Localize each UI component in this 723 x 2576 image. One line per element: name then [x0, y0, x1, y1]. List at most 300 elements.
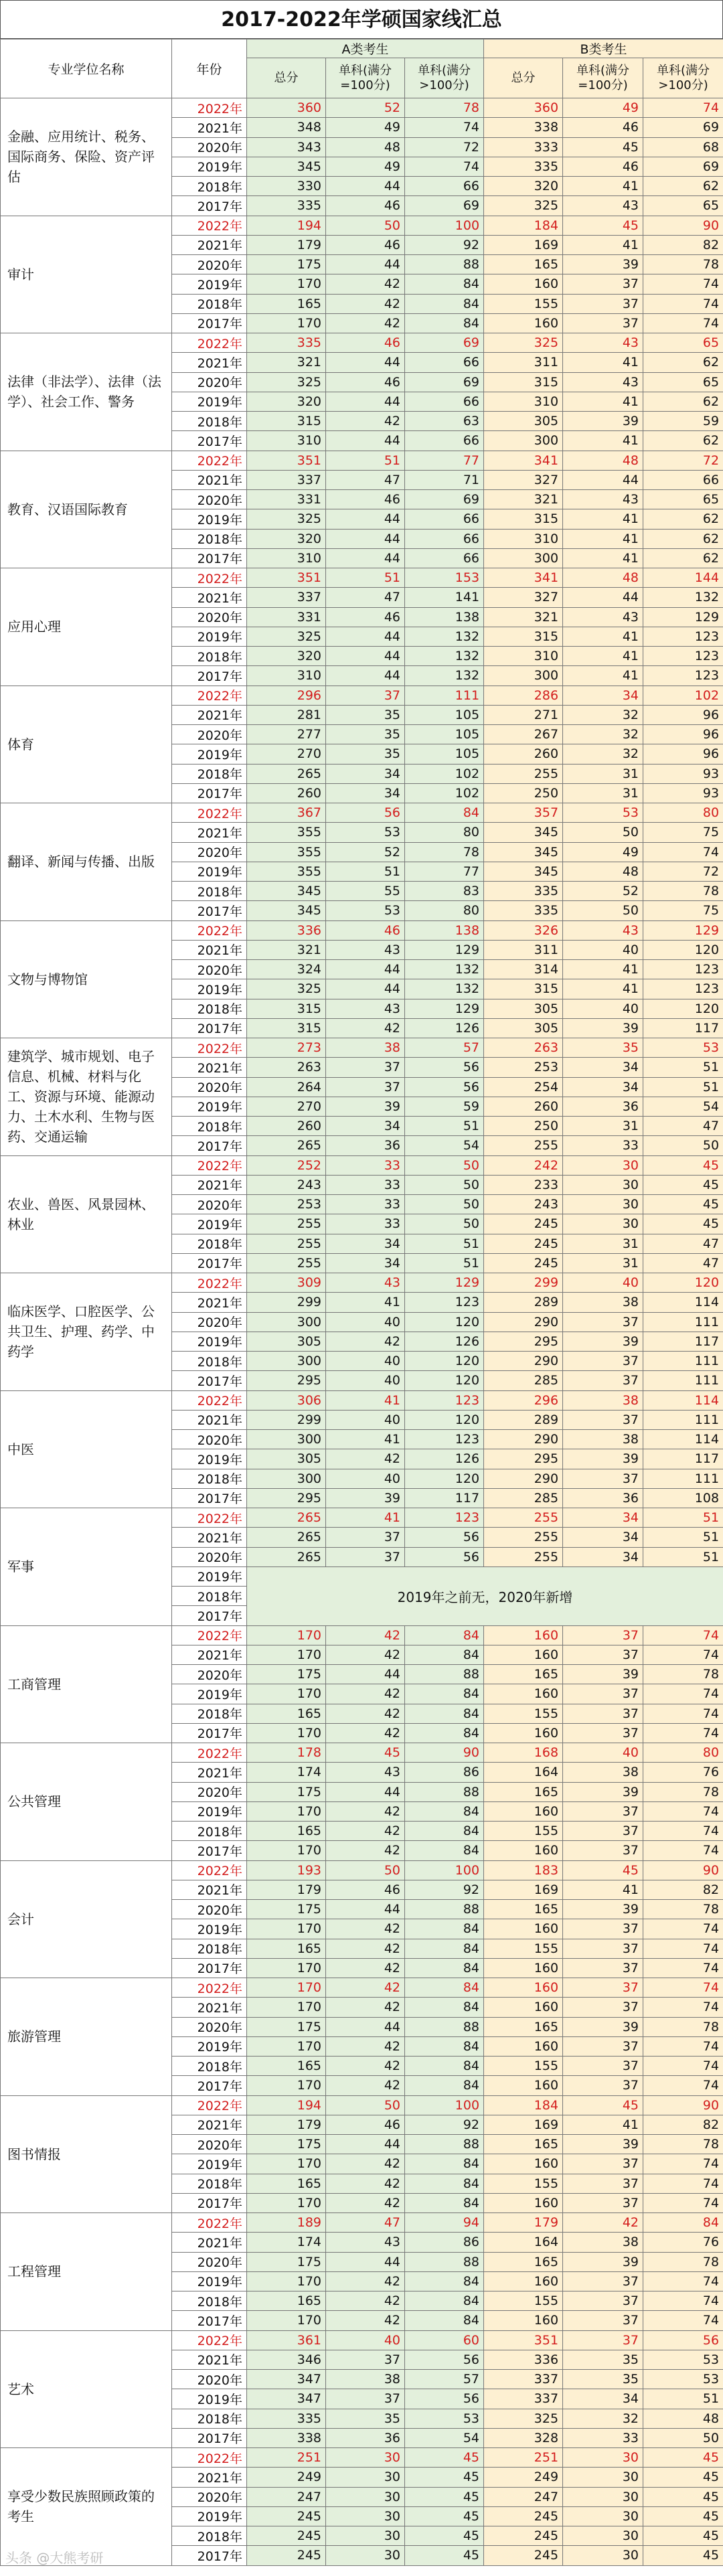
year-cell: 2022年 — [172, 2330, 247, 2350]
a-single100-cell: 43 — [326, 1763, 405, 1782]
a-single-over100-cell: 84 — [405, 1684, 484, 1704]
major-name: 会计 — [1, 1860, 172, 1978]
a-single-over100-cell: 56 — [405, 1528, 484, 1547]
b-single100-cell: 40 — [563, 999, 643, 1018]
a-total-cell: 337 — [247, 470, 326, 489]
b-single-over100-cell: 78 — [643, 255, 723, 274]
table-row — [1, 2095, 723, 2115]
table-row — [1, 1508, 723, 1528]
a-single-over100-cell: 123 — [405, 1430, 484, 1449]
a-total-cell: 265 — [247, 1547, 326, 1566]
a-single-over100-cell: 88 — [405, 2135, 484, 2154]
b-single-over100-cell: 120 — [643, 940, 723, 959]
b-total-cell: 250 — [484, 1117, 563, 1136]
a-total-cell: 170 — [247, 2193, 326, 2212]
a-single-over100-cell: 132 — [405, 979, 484, 999]
a-single100-cell: 55 — [326, 882, 405, 901]
a-single-over100-cell: 50 — [405, 1175, 484, 1194]
b-total-cell: 263 — [484, 1038, 563, 1058]
a-total-cell: 165 — [247, 1822, 326, 1841]
a-single100-cell: 42 — [326, 1018, 405, 1038]
b-single-over100-cell: 93 — [643, 764, 723, 783]
b-single-over100-cell: 62 — [643, 548, 723, 568]
a-total-cell: 179 — [247, 235, 326, 254]
a-single-over100-cell: 50 — [405, 1155, 484, 1175]
a-total-cell: 315 — [247, 999, 326, 1018]
a-single-over100-cell: 77 — [405, 862, 484, 881]
year-cell: 2019年 — [172, 744, 247, 764]
b-total-cell: 245 — [484, 2526, 563, 2546]
b-single100-cell: 38 — [563, 1390, 643, 1410]
year-cell: 2018年 — [172, 1939, 247, 1958]
b-single-over100-cell: 144 — [643, 568, 723, 588]
a-single-over100-cell: 51 — [405, 1234, 484, 1253]
a-total-cell: 255 — [247, 1234, 326, 1253]
a-single-over100-cell: 102 — [405, 764, 484, 783]
b-single100-cell: 31 — [563, 1234, 643, 1253]
b-single100-cell: 37 — [563, 1998, 643, 2017]
year-cell: 2021年 — [172, 1410, 247, 1429]
year-cell: 2020年 — [172, 1195, 247, 1214]
major-name: 农业、兽医、风景园林、林业 — [1, 1155, 172, 1273]
b-single-over100-cell: 50 — [643, 2428, 723, 2447]
b-total-cell: 255 — [484, 1136, 563, 1155]
a-single-over100-cell: 80 — [405, 823, 484, 842]
a-single-over100-cell: 69 — [405, 372, 484, 392]
table-row — [1, 1743, 723, 1763]
year-cell: 2019年 — [172, 157, 247, 176]
year-cell: 2020年 — [172, 1312, 247, 1332]
year-cell: 2018年 — [172, 529, 247, 548]
b-single-over100-cell: 47 — [643, 1234, 723, 1253]
b-single-over100-cell: 72 — [643, 451, 723, 470]
a-single100-cell: 40 — [326, 1469, 405, 1488]
a-single-over100-cell: 84 — [405, 1822, 484, 1841]
b-single100-cell: 30 — [563, 1175, 643, 1194]
b-single100-cell: 37 — [563, 2291, 643, 2311]
b-single100-cell: 41 — [563, 960, 643, 979]
table-row — [1, 1038, 723, 1058]
a-single100-cell: 51 — [326, 451, 405, 470]
a-total-cell: 315 — [247, 1018, 326, 1038]
a-single100-cell: 37 — [326, 1547, 405, 1566]
b-total-cell: 184 — [484, 216, 563, 235]
b-single-over100-cell: 84 — [643, 2213, 723, 2233]
a-single100-cell: 52 — [326, 842, 405, 862]
year-cell: 2019年 — [172, 274, 247, 294]
year-cell: 2018年 — [172, 882, 247, 901]
year-cell: 2020年 — [172, 2017, 247, 2036]
a-total-cell: 170 — [247, 1723, 326, 1743]
a-total-cell: 295 — [247, 1488, 326, 1508]
year-cell: 2020年 — [172, 2135, 247, 2154]
a-total-cell: 170 — [247, 1841, 326, 1860]
year-cell: 2019年 — [172, 2271, 247, 2291]
major-name: 临床医学、口腔医学、公共卫生、护理、药学、中药学 — [1, 1273, 172, 1391]
a-single100-cell: 50 — [326, 2095, 405, 2115]
b-single100-cell: 31 — [563, 1117, 643, 1136]
b-single100-cell: 41 — [563, 431, 643, 451]
b-total-cell: 315 — [484, 372, 563, 392]
a-single100-cell: 34 — [326, 1234, 405, 1253]
year-cell: 2021年 — [172, 1175, 247, 1194]
a-single-over100-cell: 132 — [405, 960, 484, 979]
b-single-over100-cell: 62 — [643, 177, 723, 196]
b-total-cell: 328 — [484, 2428, 563, 2447]
year-cell: 2017年 — [172, 1606, 247, 1625]
a-single100-cell: 37 — [326, 1528, 405, 1547]
a-single-over100-cell: 45 — [405, 2468, 484, 2487]
table-row — [1, 568, 723, 588]
b-single-over100-cell: 65 — [643, 333, 723, 353]
b-single100-cell: 41 — [563, 666, 643, 686]
b-single-over100-cell: 111 — [643, 1469, 723, 1488]
b-single100-cell: 32 — [563, 705, 643, 724]
a-total-cell: 305 — [247, 1332, 326, 1351]
a-total-cell: 165 — [247, 2057, 326, 2076]
b-total-cell: 341 — [484, 568, 563, 588]
b-total-cell: 335 — [484, 901, 563, 920]
a-single-over100-cell: 50 — [405, 1214, 484, 1234]
a-total-cell: 170 — [247, 1645, 326, 1664]
year-cell: 2019年 — [172, 1919, 247, 1939]
a-total-cell: 253 — [247, 1195, 326, 1214]
a-single100-cell: 40 — [326, 1371, 405, 1390]
b-total-cell: 289 — [484, 1293, 563, 1312]
b-total-cell: 314 — [484, 960, 563, 979]
a-single-over100-cell: 56 — [405, 1058, 484, 1077]
b-total-cell: 165 — [484, 1900, 563, 1919]
a-single-over100-cell: 84 — [405, 2057, 484, 2076]
year-cell: 2018年 — [172, 1234, 247, 1253]
a-total-cell: 309 — [247, 1273, 326, 1293]
a-single-over100-cell: 59 — [405, 1097, 484, 1116]
a-single-over100-cell: 120 — [405, 1410, 484, 1429]
b-total-cell: 290 — [484, 1312, 563, 1332]
b-total-cell: 315 — [484, 979, 563, 999]
b-single-over100-cell: 65 — [643, 490, 723, 509]
b-total-cell: 165 — [484, 255, 563, 274]
b-total-cell: 320 — [484, 177, 563, 196]
b-single100-cell: 37 — [563, 1841, 643, 1860]
b-total-cell: 337 — [484, 2370, 563, 2389]
a-single-over100-cell: 105 — [405, 705, 484, 724]
a-total-cell: 310 — [247, 666, 326, 686]
a-single100-cell: 42 — [326, 2271, 405, 2291]
b-total-cell: 315 — [484, 509, 563, 529]
note-cell: 2019年之前无，2020年新增 — [247, 1566, 723, 1625]
a-single100-cell: 30 — [326, 2526, 405, 2546]
a-single-over100-cell: 117 — [405, 1488, 484, 1508]
year-cell: 2022年 — [172, 1390, 247, 1410]
b-single-over100-cell: 90 — [643, 216, 723, 235]
b-single100-cell: 35 — [563, 2350, 643, 2369]
a-single100-cell: 44 — [326, 529, 405, 548]
b-single100-cell: 46 — [563, 118, 643, 137]
year-cell: 2017年 — [172, 1488, 247, 1508]
b-single100-cell: 43 — [563, 372, 643, 392]
b-single100-cell: 31 — [563, 783, 643, 803]
b-single-over100-cell: 74 — [643, 274, 723, 294]
year-cell: 2022年 — [172, 803, 247, 823]
a-single100-cell: 41 — [326, 1390, 405, 1410]
year-cell: 2017年 — [172, 2076, 247, 2095]
a-single-over100-cell: 84 — [405, 1998, 484, 2017]
year-cell: 2020年 — [172, 1430, 247, 1449]
a-single100-cell: 34 — [326, 783, 405, 803]
a-single-over100-cell: 84 — [405, 294, 484, 313]
b-single-over100-cell: 74 — [643, 2174, 723, 2193]
b-single-over100-cell: 74 — [643, 1704, 723, 1723]
a-total-cell: 265 — [247, 1508, 326, 1528]
b-total-cell: 255 — [484, 764, 563, 783]
b-total-cell: 160 — [484, 2076, 563, 2095]
b-single-over100-cell: 74 — [643, 1801, 723, 1821]
a-total-cell: 174 — [247, 2233, 326, 2252]
b-single100-cell: 39 — [563, 2252, 643, 2271]
b-total-cell: 311 — [484, 353, 563, 372]
a-total-cell: 255 — [247, 1253, 326, 1273]
b-single-over100-cell: 132 — [643, 588, 723, 607]
col-year: 年份 — [172, 39, 247, 98]
a-total-cell: 170 — [247, 1919, 326, 1939]
a-single-over100-cell: 111 — [405, 686, 484, 705]
a-single100-cell: 44 — [326, 353, 405, 372]
a-single100-cell: 44 — [326, 431, 405, 451]
b-total-cell: 251 — [484, 2448, 563, 2468]
a-single-over100-cell: 56 — [405, 2350, 484, 2369]
a-single-over100-cell: 69 — [405, 490, 484, 509]
a-total-cell: 355 — [247, 842, 326, 862]
b-single100-cell: 30 — [563, 2526, 643, 2546]
b-single-over100-cell: 48 — [643, 2409, 723, 2428]
year-cell: 2018年 — [172, 999, 247, 1018]
b-single100-cell: 37 — [563, 1939, 643, 1958]
a-single-over100-cell: 138 — [405, 607, 484, 627]
b-total-cell: 253 — [484, 1058, 563, 1077]
b-total-cell: 245 — [484, 2546, 563, 2565]
a-single-over100-cell: 45 — [405, 2546, 484, 2565]
b-single100-cell: 37 — [563, 1410, 643, 1429]
b-single100-cell: 43 — [563, 196, 643, 216]
b-single100-cell: 37 — [563, 1371, 643, 1390]
b-total-cell: 300 — [484, 666, 563, 686]
year-cell: 2018年 — [172, 1117, 247, 1136]
b-total-cell: 165 — [484, 2135, 563, 2154]
b-single100-cell: 34 — [563, 1547, 643, 1566]
b-single100-cell: 37 — [563, 1684, 643, 1704]
a-single100-cell: 44 — [326, 647, 405, 666]
b-single-over100-cell: 74 — [643, 1998, 723, 2017]
a-single100-cell: 46 — [326, 1880, 405, 1899]
a-single100-cell: 51 — [326, 862, 405, 881]
year-cell: 2021年 — [172, 1528, 247, 1547]
b-total-cell: 341 — [484, 451, 563, 470]
year-cell: 2018年 — [172, 2526, 247, 2546]
a-single-over100-cell: 129 — [405, 999, 484, 1018]
b-single100-cell: 41 — [563, 1880, 643, 1899]
b-single100-cell: 35 — [563, 2370, 643, 2389]
a-single-over100-cell: 84 — [405, 803, 484, 823]
b-single100-cell: 37 — [563, 1352, 643, 1371]
b-single100-cell: 39 — [563, 1449, 643, 1469]
b-single-over100-cell: 66 — [643, 470, 723, 489]
b-single-over100-cell: 123 — [643, 979, 723, 999]
table-body — [1, 98, 723, 2566]
year-cell: 2017年 — [172, 1018, 247, 1038]
a-total-cell: 175 — [247, 2017, 326, 2036]
year-cell: 2020年 — [172, 1900, 247, 1919]
b-single100-cell: 48 — [563, 862, 643, 881]
year-cell: 2018年 — [172, 2409, 247, 2428]
b-single-over100-cell: 74 — [643, 842, 723, 862]
b-single-over100-cell: 65 — [643, 372, 723, 392]
year-cell: 2018年 — [172, 1352, 247, 1371]
table-row — [1, 1978, 723, 1998]
a-total-cell: 263 — [247, 1058, 326, 1077]
b-total-cell: 296 — [484, 1390, 563, 1410]
a-single-over100-cell: 84 — [405, 1645, 484, 1664]
a-single-over100-cell: 132 — [405, 666, 484, 686]
a-single100-cell: 44 — [326, 960, 405, 979]
a-single-over100-cell: 84 — [405, 2076, 484, 2095]
year-cell: 2017年 — [172, 783, 247, 803]
a-total-cell: 335 — [247, 333, 326, 353]
b-single-over100-cell: 93 — [643, 783, 723, 803]
b-total-cell: 160 — [484, 2154, 563, 2174]
b-total-cell: 305 — [484, 1018, 563, 1038]
b-single-over100-cell: 51 — [643, 1547, 723, 1566]
a-single-over100-cell: 72 — [405, 137, 484, 157]
year-cell: 2022年 — [172, 1273, 247, 1293]
b-single-over100-cell: 45 — [643, 2448, 723, 2468]
b-single100-cell: 40 — [563, 1743, 643, 1763]
year-cell: 2018年 — [172, 2291, 247, 2311]
b-total-cell: 310 — [484, 529, 563, 548]
a-total-cell: 247 — [247, 2487, 326, 2506]
a-total-cell: 331 — [247, 607, 326, 627]
b-total-cell: 169 — [484, 1880, 563, 1899]
b-single-over100-cell: 117 — [643, 1449, 723, 1469]
b-single-over100-cell: 82 — [643, 235, 723, 254]
table-row — [1, 686, 723, 705]
b-single100-cell: 30 — [563, 2468, 643, 2487]
b-single100-cell: 38 — [563, 1293, 643, 1312]
b-single-over100-cell: 72 — [643, 862, 723, 881]
b-single-over100-cell: 54 — [643, 1097, 723, 1116]
b-total-cell: 160 — [484, 1625, 563, 1645]
b-single100-cell: 37 — [563, 1723, 643, 1743]
b-total-cell: 351 — [484, 2330, 563, 2350]
a-single100-cell: 42 — [326, 1822, 405, 1841]
a-single-over100-cell: 120 — [405, 1352, 484, 1371]
a-single100-cell: 53 — [326, 823, 405, 842]
a-single100-cell: 47 — [326, 2213, 405, 2233]
b-single-over100-cell: 45 — [643, 1155, 723, 1175]
table-row — [1, 333, 723, 353]
year-cell: 2022年 — [172, 2448, 247, 2468]
a-total-cell: 299 — [247, 1293, 326, 1312]
a-single-over100-cell: 45 — [405, 2448, 484, 2468]
a-single-over100-cell: 84 — [405, 2174, 484, 2193]
a-total-cell: 300 — [247, 1430, 326, 1449]
a-single100-cell: 43 — [326, 2233, 405, 2252]
a-total-cell: 179 — [247, 2115, 326, 2134]
year-cell: 2022年 — [172, 98, 247, 118]
a-single-over100-cell: 84 — [405, 2154, 484, 2174]
b-single100-cell: 39 — [563, 255, 643, 274]
b-single100-cell: 52 — [563, 882, 643, 901]
b-total-cell: 336 — [484, 2350, 563, 2369]
b-total-cell: 325 — [484, 333, 563, 353]
b-single-over100-cell: 74 — [643, 2291, 723, 2311]
a-single100-cell: 40 — [326, 1410, 405, 1429]
col-b-single100: 单科(满分=100分) — [563, 58, 643, 98]
year-cell: 2020年 — [172, 255, 247, 274]
year-cell: 2022年 — [172, 2213, 247, 2233]
a-total-cell: 170 — [247, 2271, 326, 2291]
year-cell: 2018年 — [172, 1587, 247, 1606]
b-total-cell: 333 — [484, 137, 563, 157]
year-cell: 2020年 — [172, 725, 247, 744]
b-total-cell: 160 — [484, 2271, 563, 2291]
b-single-over100-cell: 74 — [643, 98, 723, 118]
table-row — [1, 2213, 723, 2233]
b-single100-cell: 41 — [563, 509, 643, 529]
b-single100-cell: 42 — [563, 2213, 643, 2233]
b-single-over100-cell: 74 — [643, 1723, 723, 1743]
b-single100-cell: 37 — [563, 2193, 643, 2212]
a-total-cell: 320 — [247, 392, 326, 411]
year-cell: 2021年 — [172, 823, 247, 842]
a-single100-cell: 44 — [326, 627, 405, 646]
a-total-cell: 347 — [247, 2370, 326, 2389]
year-cell: 2017年 — [172, 2428, 247, 2447]
year-cell: 2022年 — [172, 1743, 247, 1763]
a-single-over100-cell: 84 — [405, 1841, 484, 1860]
b-total-cell: 160 — [484, 313, 563, 333]
b-total-cell: 310 — [484, 647, 563, 666]
a-total-cell: 245 — [247, 2526, 326, 2546]
a-single-over100-cell: 88 — [405, 1900, 484, 1919]
year-cell: 2018年 — [172, 294, 247, 313]
a-total-cell: 255 — [247, 1214, 326, 1234]
b-single100-cell: 31 — [563, 1253, 643, 1273]
b-single100-cell: 40 — [563, 1273, 643, 1293]
a-single-over100-cell: 126 — [405, 1018, 484, 1038]
a-single-over100-cell: 84 — [405, 2291, 484, 2311]
a-single-over100-cell: 138 — [405, 920, 484, 940]
b-single100-cell: 39 — [563, 1332, 643, 1351]
a-total-cell: 265 — [247, 764, 326, 783]
b-single100-cell: 39 — [563, 2135, 643, 2154]
major-name: 文物与博物馆 — [1, 920, 172, 1038]
a-single-over100-cell: 123 — [405, 1390, 484, 1410]
a-single100-cell: 44 — [326, 2017, 405, 2036]
b-total-cell: 286 — [484, 686, 563, 705]
b-total-cell: 289 — [484, 1410, 563, 1429]
year-cell: 2022年 — [172, 1625, 247, 1645]
b-single100-cell: 43 — [563, 490, 643, 509]
b-single-over100-cell: 74 — [643, 1684, 723, 1704]
col-a-single100: 单科(满分=100分) — [326, 58, 405, 98]
b-total-cell: 160 — [484, 1841, 563, 1860]
b-total-cell: 160 — [484, 1998, 563, 2017]
a-single-over100-cell: 71 — [405, 470, 484, 489]
a-single-over100-cell: 84 — [405, 1978, 484, 1998]
a-single100-cell: 40 — [326, 1312, 405, 1332]
a-single100-cell: 36 — [326, 2428, 405, 2447]
